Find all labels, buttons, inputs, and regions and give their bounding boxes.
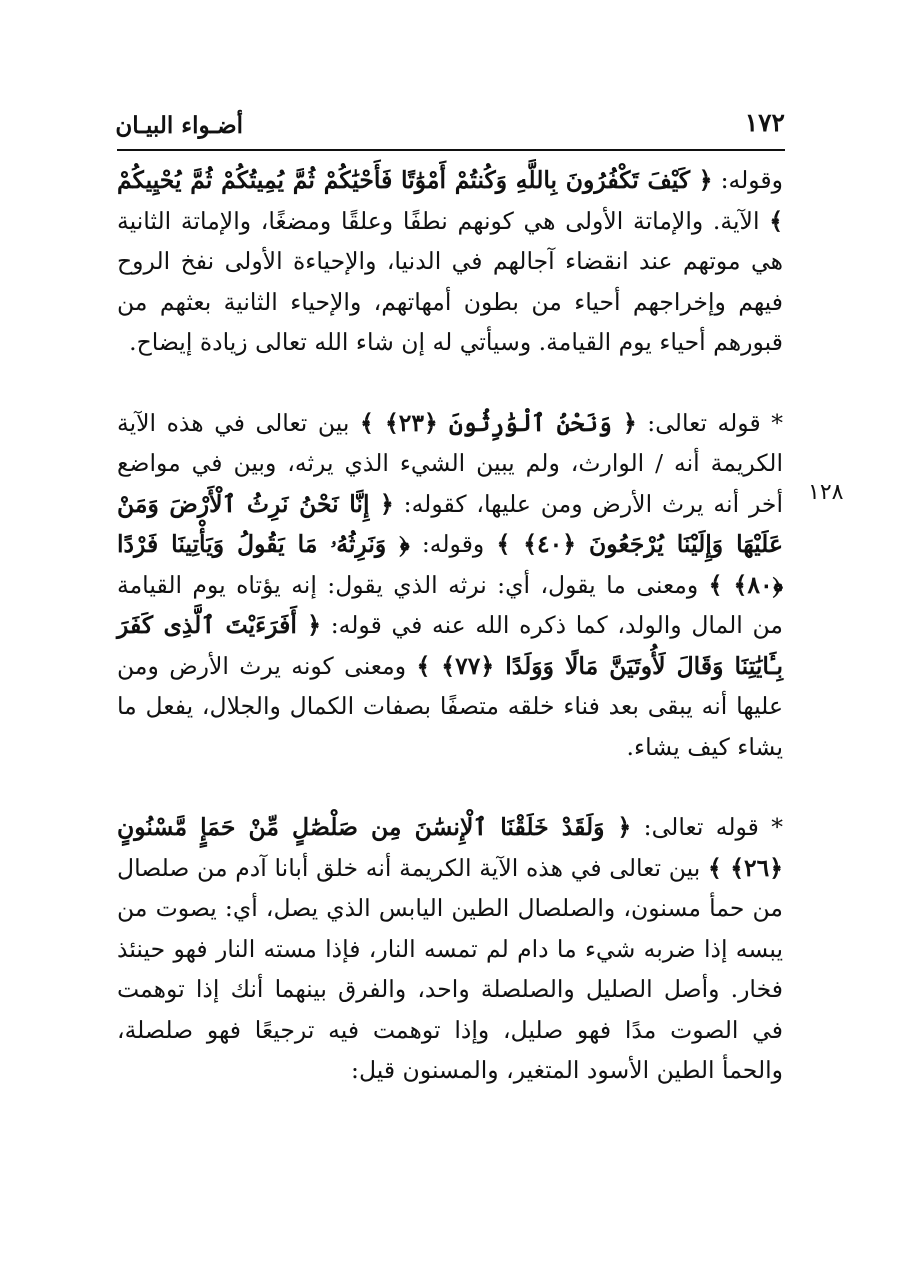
text-run: ومعنى ما يقول، أي: نرثه الذي يقول: إنه يؤتاه يوم القيامة من المال والولد، كما ذكره الله عنه في قوله: [117, 570, 783, 639]
text-run: * قوله تعالى: [631, 813, 783, 841]
quran-verse: ﴿ إِنَّا نَحْنُ نَرِثُ ٱلْأَرْضَ وَمَنْ عَلَيْهَا وَإِلَيْنَا يُرْجَعُونَ ﴿٤٠﴾ ﴾ [117, 489, 783, 558]
header-divider [117, 149, 785, 151]
paragraph [117, 807, 783, 1091]
page-header [117, 102, 785, 146]
text-run: وقوله: [712, 166, 783, 194]
text-run: بين تعالى في هذه الآية الكريمة أنه خلق أبانا آدم من صلصال من حمأ مسنون، والصلصال الطين اليابس الذي يصل، أي: يصوت من يبسه إذا ضربه شيء ما دام لم تمسه النار، فإذا مسته النار فهو حينئذ فخار. وأصل الصليل والصلصلة واحد، والفرق بينهما أنك إذا توهمت في الصوت مدًا فهو صليل، وإذا توهمت فيه ترجيعًا فهو صلصلة، والحمأ الطين الأسود المتغير، والمسنون قيل: [117, 853, 783, 1084]
text-run: وقوله: [409, 530, 497, 558]
quran-verse: ﴿ وَلَقَدْ خَلَقْنَا ٱلْإِنسَٰنَ مِن صَلْصَٰلٍ مِّنْ حَمَإٍ مَّسْنُونٍ ﴿٢٦﴾ ﴾ [117, 813, 783, 882]
running-title: أضـواء البيـان [115, 112, 243, 139]
text-run: الآية. والإماتة الأولى هي كونهم نطفًا وعلقًا ومضغًا، والإماتة الثانية هي موتهم عند انقضاء آجالهم في الدنيا، والإحياءة الأولى نفخ الروح فيهم وإخراجهم أحياء من بطون أمهاتهم، والإحياء الثانية بعثهم من قبورهم أحياء يوم القيامة. وسيأتي له إن شاء الله تعالى زيادة إيضاح. [117, 206, 783, 356]
quran-verse: ﴿ وَنَرِثُهُۥ مَا يَقُولُ وَيَأْتِينَا فَرْدًا ﴿٨٠﴾ ﴾ [117, 530, 783, 599]
paragraph [117, 160, 783, 363]
quran-verse: ﴿ أَفَرَءَيْتَ ٱلَّذِى كَفَرَ بِـَٔايَٰتِنَا وَقَالَ لَأُوتَيَنَّ مَالًا وَوَلَدًا ﴿٧٧﴾ ﴾ [117, 611, 783, 680]
text-run: بين تعالى في هذه الآية الكريمة أنه / الوارث، ولم يبين الشيء الذي يرثه، وبين في مواضع أخر أنه يرث الأرض ومن عليها، كقوله: [117, 408, 783, 518]
body-text [117, 160, 783, 1091]
page-number: ١٧٢ [744, 108, 785, 137]
text-run: * قوله تعالى: [636, 408, 783, 437]
quran-verse: ﴿ كَيْفَ تَكْفُرُونَ بِاللَّهِ وَكُنتُمْ أَمْوَٰتًا فَأَحْيَٰكُمْ ثُمَّ يُمِيتُكُمْ ثُمَّ يُحْيِيكُمْ ﴾ [117, 166, 783, 235]
margin-page-reference: ١٢٨ [808, 480, 844, 505]
quran-verse: ﴿ وَنَحْنُ ٱلْوَٰرِثُونَ ﴿٢٣﴾ ﴾ [359, 408, 637, 437]
paragraph [117, 403, 783, 768]
text-run: ومعنى كونه يرث الأرض ومن عليها أنه يبقى بعد فناء خلقه متصفًا بصفات الكمال والجلال، يفعل ما يشاء كيف يشاء. [117, 651, 783, 761]
